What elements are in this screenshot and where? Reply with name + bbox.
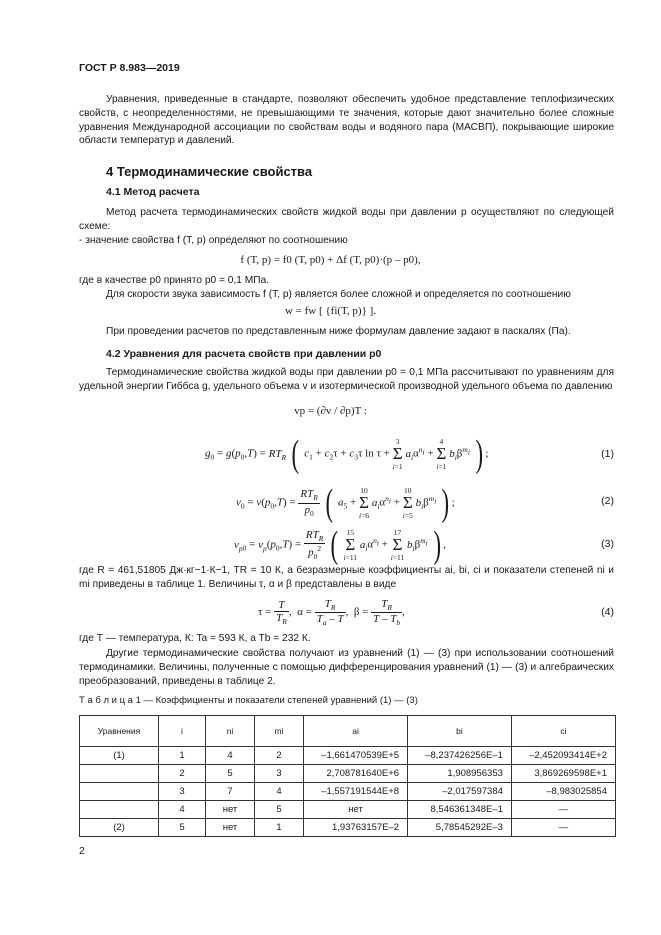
s41-paragraph-3: При проведении расчетов по представленным ниже формулам давление задают в паскалях (Па). xyxy=(106,326,571,337)
col-header-ci: ci xyxy=(511,716,615,747)
table-cell xyxy=(80,783,159,801)
vp-definition: vp = (∂v / ∂p)T : xyxy=(294,405,367,417)
table-cell: (2) xyxy=(80,819,159,837)
table-row xyxy=(80,747,616,765)
table-cell: 3 xyxy=(159,783,206,801)
table-row xyxy=(80,819,616,837)
col-header-ai: ai xyxy=(304,716,408,747)
table-cell: 5 xyxy=(159,819,206,837)
table-cell: — xyxy=(511,801,615,819)
s41-paragraph-1: Метод расчета термодинамических свойств жидкой воды при давлении p осуществляют по следующей схеме: xyxy=(79,207,614,232)
s41-equation: f (T, p) = f0 (T, p0) + Δf (T, p0)·(p – p0), xyxy=(240,254,421,266)
table-row xyxy=(80,801,616,819)
section-4-2-title: 4.2 Уравнения для расчета свойств при давлении p0 xyxy=(106,348,382,360)
table-cell: (1) xyxy=(80,747,159,765)
table-cell: 3 xyxy=(255,765,304,783)
table-cell: 8,546361348E–1 xyxy=(408,801,512,819)
equation-3-number: (3) xyxy=(601,538,614,550)
table-cell: нет xyxy=(206,801,255,819)
table-cell: 2,708781640E+6 xyxy=(304,765,408,783)
table-cell: –8,983025854 xyxy=(511,783,615,801)
equation-2: $v_0 = v(p_0,T)$ = $\frac{RT_R}{p_0}$ ( $a_5$ + 10 Σ i=6 $a_i\alpha^{n_i}$ + 10 Σ i=5 $b_i\beta^{m_i}$ ) ; xyxy=(236,482,455,524)
table-cell: нет xyxy=(206,819,255,837)
col-header-mi: mi xyxy=(255,716,304,747)
col-header-equations: Уравнения xyxy=(80,716,159,747)
s41-paragraph-2: Для скорости звука зависимость f (T, p) является более сложной и определяется по соотношению xyxy=(106,289,571,300)
col-header-ni: ni xyxy=(206,716,255,747)
table-row xyxy=(80,765,616,783)
s41-list-item: - значение свойства f (T, p) определяют по соотношению xyxy=(79,235,348,246)
table-caption: Т а б л и ц а 1 — Коэффициенты и показатели степеней уравнений (1) — (3) xyxy=(79,695,418,706)
table-cell: –2,017597384 xyxy=(408,783,512,801)
s42-paragraph-2: Другие термодинамические свойства получают из уравнений (1) — (3) при использовании соотношений термодинамики. Величины, полученные с помощью дифференцирования уравнений (1) — (3) и алгебраических преобразований, приведены в таблице 2. xyxy=(79,648,614,687)
col-header-i: i xyxy=(159,716,206,747)
table-header-row xyxy=(80,716,616,747)
table-cell: 4 xyxy=(206,747,255,765)
s42-paragraph-1: Термодинамические свойства жидкой воды при давлении p0 = 0,1 МПа рассчитывают по уравнениям для удельной энергии Гиббса g, удельного объема v и изотермической производной удельного объема по давлению xyxy=(79,367,614,392)
equation-3: $v_{p0} = v_p(p_0,T)$ = $\frac{RT_R}{p_0^2}$ ( 15 Σ i=11 $a_i\alpha^{n_i}$ + 17 Σ i=11 $b_i\beta^{m_i}$ ) , xyxy=(234,524,446,566)
table-cell: –8,237426256E–1 xyxy=(408,747,512,765)
table-cell: –1,557191544E+8 xyxy=(304,783,408,801)
table-cell: 3,869269598E+1 xyxy=(511,765,615,783)
s41-equation-2: w = fw [ {fi(T, p)} ]. xyxy=(284,305,377,317)
table-cell: 1 xyxy=(159,747,206,765)
table-cell: — xyxy=(511,819,615,837)
table-cell: –2,452093414E+2 xyxy=(511,747,615,765)
table-cell: 5 xyxy=(255,801,304,819)
document-header: ГОСТ Р 8.983—2019 xyxy=(79,62,180,74)
table-cell: 4 xyxy=(159,801,206,819)
intro-paragraph: Уравнения, приведенные в стандарте, позволяют обеспечить удобное представление теплофизических свойств, с неопределенностями, не превышающими те значения, которые дают значительно более сложные уравнения Международной ассоциации по свойствам воды и водяного пара (МАСВП), покрывающие широкие области температур и давлений. xyxy=(79,94,614,147)
table-cell: 5,78545292E–3 xyxy=(408,819,512,837)
section-4-1-title: 4.1 Метод расчета xyxy=(106,186,200,198)
equation-4-number: (4) xyxy=(601,606,614,618)
section-4-title: 4 Термодинамические свойства xyxy=(106,164,313,179)
table-row xyxy=(80,783,616,801)
page-number: 2 xyxy=(79,845,85,857)
s42-where-2: где T — температура, К: Ta = 593 К, a Tb = 232 К. xyxy=(79,633,311,644)
equation-1-number: (1) xyxy=(601,448,614,460)
table-cell: 7 xyxy=(206,783,255,801)
coefficients-table xyxy=(79,715,616,837)
s42-where-1: где R = 461,51805 Дж·кг−1·К−1, TR = 10 К, а безразмерные коэффициенты ai, bi, ci и показатели степеней ni и mi приведены в таблице 1. Величины τ, α и β представлены в виде xyxy=(79,565,614,590)
table-cell: 1 xyxy=(255,819,304,837)
table-cell: нет xyxy=(304,801,408,819)
table-cell: 1,908956353 xyxy=(408,765,512,783)
col-header-bi: bi xyxy=(408,716,512,747)
equation-4: τ = $\frac{T}{T_R}$ , α = $\frac{T_R}{T_a - T}$ , β = $\frac{T_R}{T - T_b}$ , xyxy=(258,598,405,628)
table-cell: 2 xyxy=(255,747,304,765)
table-cell xyxy=(80,801,159,819)
s41-where: где в качестве p0 принято p0 = 0,1 МПа. xyxy=(79,275,270,286)
table-cell: 5 xyxy=(206,765,255,783)
table-cell xyxy=(80,765,159,783)
table-cell: 4 xyxy=(255,783,304,801)
table-cell: 2 xyxy=(159,765,206,783)
table-cell: –1,661470539E+5 xyxy=(304,747,408,765)
equation-1: $g_0 = g(p_0,T) = RT_R$ ( $c_1 + c_2\tau + c_3\tau$ ln τ + 3 Σ i=1 $a_i\alpha^{n_i}$ + 4 Σ i=1 $b_i\beta^{m_i}$ ) ; xyxy=(205,433,489,475)
table-cell: 1,93763157E–2 xyxy=(304,819,408,837)
equation-2-number: (2) xyxy=(601,495,614,507)
